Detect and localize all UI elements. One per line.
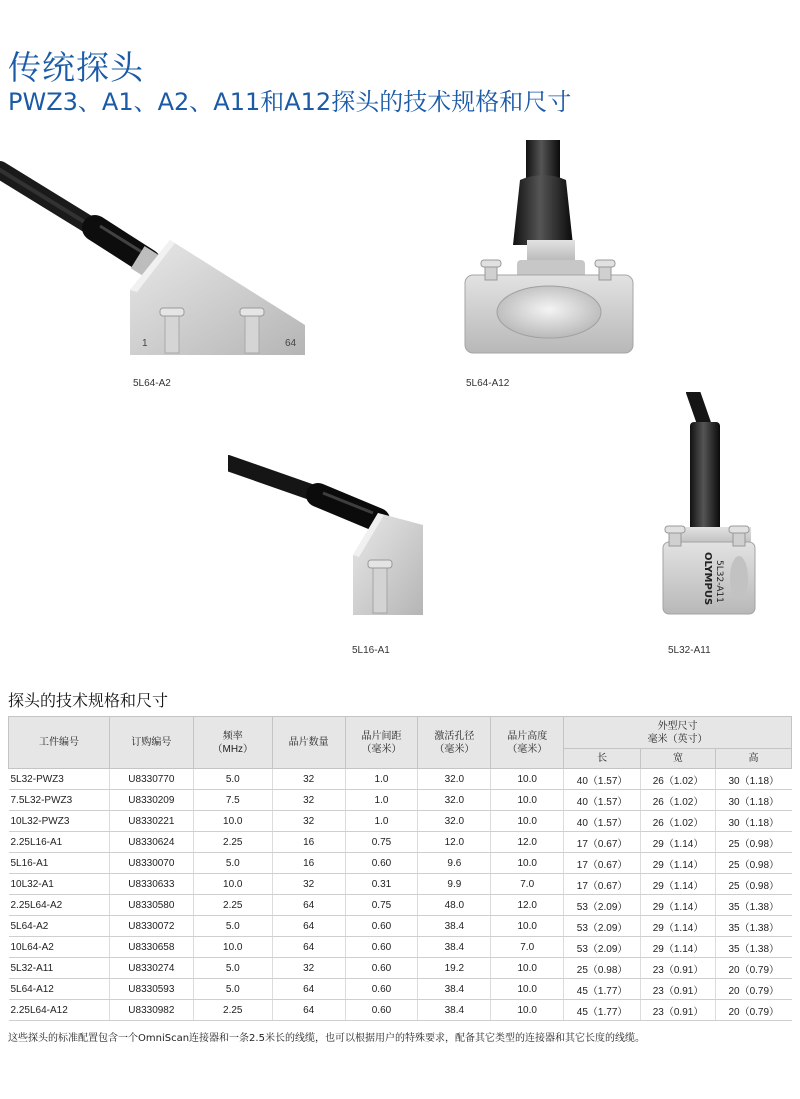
header-pitch: 晶片间距 （毫米） xyxy=(345,717,418,769)
table-row xyxy=(9,832,792,853)
table-cell: 48.0 xyxy=(418,895,491,916)
table-cell: 26（1.02） xyxy=(641,790,716,811)
table-cell: 38.4 xyxy=(418,916,491,937)
table-cell: U8330593 xyxy=(109,979,193,1000)
table-cell: 17（0.67） xyxy=(564,832,641,853)
table-row xyxy=(9,769,792,790)
table-cell: 10.0 xyxy=(193,874,272,895)
table-cell: 40（1.57） xyxy=(564,790,641,811)
table-cell: 12.0 xyxy=(491,895,564,916)
table-cell: 29（1.14） xyxy=(641,895,716,916)
table-cell: U8330770 xyxy=(109,769,193,790)
table-cell: 7.5L32-PWZ3 xyxy=(9,790,110,811)
table-cell: 10.0 xyxy=(491,811,564,832)
table-cell: 10.0 xyxy=(491,1000,564,1021)
table-cell: 35（1.38） xyxy=(716,916,792,937)
table-cell: 1.0 xyxy=(345,790,418,811)
table-cell: 9.6 xyxy=(418,853,491,874)
table-cell: 29（1.14） xyxy=(641,853,716,874)
table-cell: 2.25L64-A12 xyxy=(9,1000,110,1021)
table-cell: 32.0 xyxy=(418,811,491,832)
header-height: 高 xyxy=(716,749,792,769)
table-cell: 5.0 xyxy=(193,979,272,1000)
table-cell: 26（1.02） xyxy=(641,811,716,832)
header-order-number: 订购编号 xyxy=(109,717,193,769)
table-cell: 0.60 xyxy=(345,979,418,1000)
table-cell: 10.0 xyxy=(193,937,272,958)
table-row xyxy=(9,916,792,937)
table-cell: 38.4 xyxy=(418,1000,491,1021)
table-cell: 45（1.77） xyxy=(564,1000,641,1021)
table-cell: 12.0 xyxy=(491,832,564,853)
table-row xyxy=(9,937,792,958)
page-subtitle: PWZ3、A1、A2、A11和A12探头的技术规格和尺寸 xyxy=(8,88,572,116)
probe-brand-label: OLYMPUS xyxy=(702,552,713,606)
table-cell: U8330072 xyxy=(109,916,193,937)
table-cell: 30（1.18） xyxy=(716,811,792,832)
table-cell: 10L64-A2 xyxy=(9,937,110,958)
table-cell: 32 xyxy=(272,958,345,979)
table-cell: 23（0.91） xyxy=(641,1000,716,1021)
table-cell: 16 xyxy=(272,832,345,853)
table-cell: 64 xyxy=(272,916,345,937)
table-cell: 0.60 xyxy=(345,958,418,979)
table-cell: 26（1.02） xyxy=(641,769,716,790)
header-part-number: 工件编号 xyxy=(9,717,110,769)
table-cell: 7.5 xyxy=(193,790,272,811)
probe-model-label: 5L32-A11 xyxy=(714,560,724,603)
table-cell: 29（1.14） xyxy=(641,874,716,895)
table-cell: 5L64-A12 xyxy=(9,979,110,1000)
spec-table xyxy=(8,716,792,1021)
table-cell: 20（0.79） xyxy=(716,958,792,979)
table-cell: U8330624 xyxy=(109,832,193,853)
table-cell: 1.0 xyxy=(345,811,418,832)
table-row xyxy=(9,811,792,832)
probe-photo-5l64-a2 xyxy=(0,150,320,360)
table-cell: 64 xyxy=(272,937,345,958)
header-element-count: 晶片数量 xyxy=(272,717,345,769)
table-cell: 17（0.67） xyxy=(564,853,641,874)
table-cell: 0.75 xyxy=(345,832,418,853)
table-row xyxy=(9,958,792,979)
table-cell: 0.31 xyxy=(345,874,418,895)
table-cell: 25（0.98） xyxy=(716,874,792,895)
table-cell: 32.0 xyxy=(418,769,491,790)
table-cell: 0.60 xyxy=(345,853,418,874)
table-cell: 12.0 xyxy=(418,832,491,853)
table-cell: 20（0.79） xyxy=(716,1000,792,1021)
table-cell: 10.0 xyxy=(491,916,564,937)
photo-caption-5l16-a1: 5L16-A1 xyxy=(352,645,390,656)
table-cell: 38.4 xyxy=(418,937,491,958)
table-row xyxy=(9,895,792,916)
table-cell: U8330580 xyxy=(109,895,193,916)
table-cell: 10.0 xyxy=(193,811,272,832)
table-cell: 2.25 xyxy=(193,832,272,853)
table-cell: 64 xyxy=(272,895,345,916)
table-title: 探头的技术规格和尺寸 xyxy=(8,691,169,710)
table-cell: 32 xyxy=(272,874,345,895)
table-cell: 5.0 xyxy=(193,853,272,874)
table-cell: 2.25 xyxy=(193,895,272,916)
table-cell: 10.0 xyxy=(491,769,564,790)
table-cell: 30（1.18） xyxy=(716,790,792,811)
table-cell: 0.60 xyxy=(345,1000,418,1021)
table-row xyxy=(9,790,792,811)
table-cell: 29（1.14） xyxy=(641,832,716,853)
table-cell: 16 xyxy=(272,853,345,874)
table-cell: 38.4 xyxy=(418,979,491,1000)
table-cell: 25（0.98） xyxy=(716,853,792,874)
element-mark-last: 64 xyxy=(285,338,297,349)
table-cell: U8330070 xyxy=(109,853,193,874)
table-cell: U8330221 xyxy=(109,811,193,832)
table-cell: 32 xyxy=(272,769,345,790)
table-cell: 5L64-A2 xyxy=(9,916,110,937)
table-cell: 5L32-A11 xyxy=(9,958,110,979)
table-cell: U8330982 xyxy=(109,1000,193,1021)
table-cell: U8330274 xyxy=(109,958,193,979)
photo-caption-5l32-a11: 5L32-A11 xyxy=(668,645,711,656)
table-cell: 10L32-A1 xyxy=(9,874,110,895)
table-cell: 53（2.09） xyxy=(564,916,641,937)
table-cell: 20（0.79） xyxy=(716,979,792,1000)
table-cell: 5L16-A1 xyxy=(9,853,110,874)
table-cell: U8330209 xyxy=(109,790,193,811)
table-cell: 17（0.67） xyxy=(564,874,641,895)
element-mark-first: 1 xyxy=(142,338,148,349)
table-cell: 0.75 xyxy=(345,895,418,916)
table-cell: 25（0.98） xyxy=(564,958,641,979)
table-cell: 10.0 xyxy=(491,790,564,811)
table-row xyxy=(9,853,792,874)
table-cell: 2.25 xyxy=(193,1000,272,1021)
table-cell: 10.0 xyxy=(491,853,564,874)
table-cell: 35（1.38） xyxy=(716,895,792,916)
table-cell: 53（2.09） xyxy=(564,937,641,958)
table-row xyxy=(9,979,792,1000)
table-cell: 53（2.09） xyxy=(564,895,641,916)
table-cell: 5.0 xyxy=(193,769,272,790)
table-cell: 7.0 xyxy=(491,874,564,895)
table-cell: 0.60 xyxy=(345,937,418,958)
table-cell: 0.60 xyxy=(345,916,418,937)
footnote: 这些探头的标准配置包含一个OmniScan连接器和一条2.5米长的线缆，也可以根据用户的特殊要求，配备其它类型的连接器和其它长度的线缆。 xyxy=(8,1033,645,1044)
header-width: 宽 xyxy=(641,749,716,769)
table-cell: 2.25L16-A1 xyxy=(9,832,110,853)
page-title: 传统探头 xyxy=(8,48,144,87)
table-cell: 25（0.98） xyxy=(716,832,792,853)
probe-photo-5l32-a11 xyxy=(655,392,765,620)
table-cell: 23（0.91） xyxy=(641,979,716,1000)
table-cell: 2.25L64-A2 xyxy=(9,895,110,916)
table-row xyxy=(9,874,792,895)
table-cell: 10.0 xyxy=(491,979,564,1000)
table-cell: U8330633 xyxy=(109,874,193,895)
table-cell: 64 xyxy=(272,1000,345,1021)
table-cell: 29（1.14） xyxy=(641,916,716,937)
table-cell: 23（0.91） xyxy=(641,958,716,979)
photo-caption-5l64-a2: 5L64-A2 xyxy=(133,378,171,389)
table-cell: 32.0 xyxy=(418,790,491,811)
probe-photo-5l64-a12 xyxy=(455,140,645,360)
table-cell: 40（1.57） xyxy=(564,769,641,790)
table-cell: 1.0 xyxy=(345,769,418,790)
table-cell: 7.0 xyxy=(491,937,564,958)
table-cell: 32 xyxy=(272,811,345,832)
header-length: 长 xyxy=(564,749,641,769)
header-frequency: 频率 （MHz） xyxy=(193,717,272,769)
photo-caption-5l64-a12: 5L64-A12 xyxy=(466,378,510,389)
table-cell: 9.9 xyxy=(418,874,491,895)
table-cell: 29（1.14） xyxy=(641,937,716,958)
table-cell: 40（1.57） xyxy=(564,811,641,832)
header-aperture: 激活孔径 （毫米） xyxy=(418,717,491,769)
table-cell: 10.0 xyxy=(491,958,564,979)
table-cell: 5.0 xyxy=(193,916,272,937)
table-cell: 64 xyxy=(272,979,345,1000)
table-cell: U8330658 xyxy=(109,937,193,958)
table-cell: 5L32-PWZ3 xyxy=(9,769,110,790)
table-cell: 45（1.77） xyxy=(564,979,641,1000)
table-cell: 19.2 xyxy=(418,958,491,979)
table-cell: 10L32-PWZ3 xyxy=(9,811,110,832)
probe-photo-5l16-a1 xyxy=(228,455,428,620)
header-dimensions: 外型尺寸 毫米（英寸） xyxy=(564,717,792,749)
table-cell: 35（1.38） xyxy=(716,937,792,958)
table-cell: 30（1.18） xyxy=(716,769,792,790)
header-elevation: 晶片高度 （毫米） xyxy=(491,717,564,769)
table-cell: 5.0 xyxy=(193,958,272,979)
table-cell: 32 xyxy=(272,790,345,811)
table-row xyxy=(9,1000,792,1021)
